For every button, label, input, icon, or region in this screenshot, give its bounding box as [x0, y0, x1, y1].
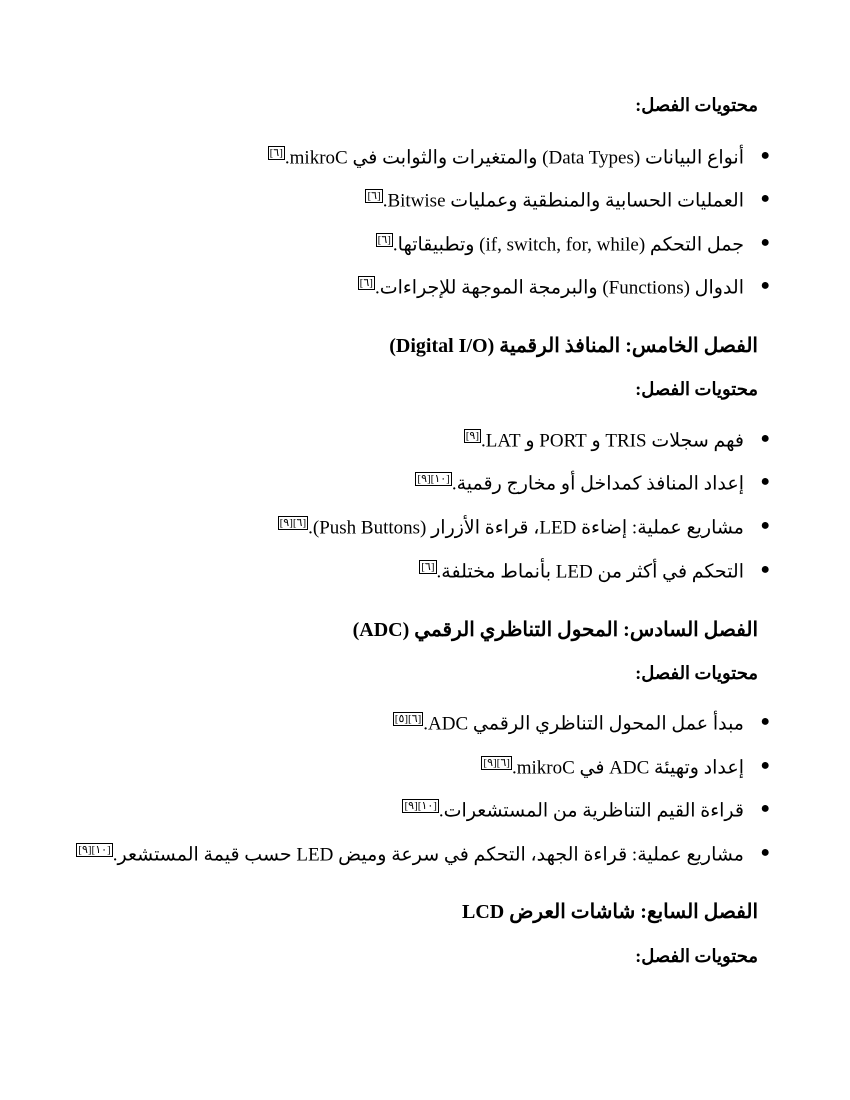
bullet-icon: ●: [760, 517, 770, 534]
list-item-text: العمليات الحسابية والمنطقية وعمليات Bitwise.: [382, 190, 744, 212]
list-item-text: أنواع البيانات (Data Types) والمتغيرات والثوابت في mikroC.: [284, 147, 744, 169]
list-item: [402, 800, 770, 822]
bullet-icon: ●: [760, 430, 770, 447]
reference-marker[interactable]: [٦]: [269, 147, 283, 159]
list-item-text: جمل التحكم (if, switch, for, while) وتطبيقاتها.: [392, 234, 744, 256]
list-item-text: إعداد المنافذ كمداخل أو مخارج رقمية.: [451, 473, 744, 495]
reference-marker[interactable]: [٦][٥]: [394, 713, 422, 725]
bullet-icon: ●: [760, 713, 770, 730]
reference-marker[interactable]: [٦][٩]: [279, 517, 307, 529]
bullet-icon: ●: [760, 757, 770, 774]
list-item: [278, 517, 770, 539]
list-item: [393, 713, 770, 735]
list-item: [415, 473, 770, 495]
bullet-icon: ●: [760, 147, 770, 164]
list-item: [268, 147, 770, 169]
list-item-text: مشاريع عملية: قراءة الجهد، التحكم في سرعة وميض LED حسب قيمة المستشعر.: [112, 844, 744, 866]
contents-label: محتويات الفصل:: [635, 379, 758, 399]
reference-marker[interactable]: [١٠][٩]: [417, 473, 450, 485]
bullet-icon: ●: [760, 561, 770, 578]
reference-marker[interactable]: [٦]: [421, 561, 435, 573]
list-item-text: إعداد وتهيئة ADC في mikroC.: [511, 757, 744, 779]
list-item-text: الدوال (Functions) والبرمجة الموجهة للإجراءات.: [374, 277, 744, 299]
list-item-text: مبدأ عمل المحول التناظري الرقمي ADC.: [423, 713, 744, 735]
list-item: [365, 190, 770, 212]
reference-marker[interactable]: [٦]: [359, 277, 373, 289]
contents-label: محتويات الفصل:: [635, 95, 758, 115]
reference-marker[interactable]: [٦][٩]: [483, 757, 510, 769]
bullet-icon: ●: [760, 800, 770, 817]
list-item: [481, 757, 770, 779]
reference-marker[interactable]: [١٠][٩]: [404, 800, 437, 812]
reference-marker[interactable]: [٦]: [377, 234, 391, 246]
bullet-icon: ●: [760, 473, 770, 490]
chapter-heading: الفصل السادس: المحول التناظري الرقمي (ADC): [352, 619, 758, 641]
bullet-icon: ●: [760, 277, 770, 294]
list-item-text: التحكم في أكثر من LED بأنماط مختلفة.: [436, 561, 744, 583]
bullet-icon: ●: [760, 844, 770, 861]
reference-marker[interactable]: [٩]: [465, 430, 480, 442]
reference-marker[interactable]: [٦]: [367, 190, 381, 202]
list-item: [376, 234, 770, 256]
list-item: [358, 277, 770, 299]
chapter-heading: الفصل السابع: شاشات العرض LCD: [462, 901, 758, 923]
bullet-icon: ●: [760, 190, 770, 207]
contents-label: محتويات الفصل:: [635, 663, 758, 683]
list-item: [76, 844, 770, 866]
list-item: [419, 561, 770, 583]
list-item-text: مشاريع عملية: إضاءة LED، قراءة الأزرار (Push Buttons).: [308, 517, 744, 539]
bullet-icon: ●: [760, 234, 770, 251]
chapter-heading: الفصل الخامس: المنافذ الرقمية (Digital I/O): [389, 335, 758, 357]
list-item-text: قراءة القيم التناظرية من المستشعرات.: [438, 800, 744, 822]
reference-marker[interactable]: [١٠][٩]: [78, 844, 111, 856]
contents-label: محتويات الفصل:: [635, 946, 758, 966]
list-item-text: فهم سجلات TRIS و PORT و LAT.: [481, 430, 744, 452]
list-item: [464, 430, 770, 452]
